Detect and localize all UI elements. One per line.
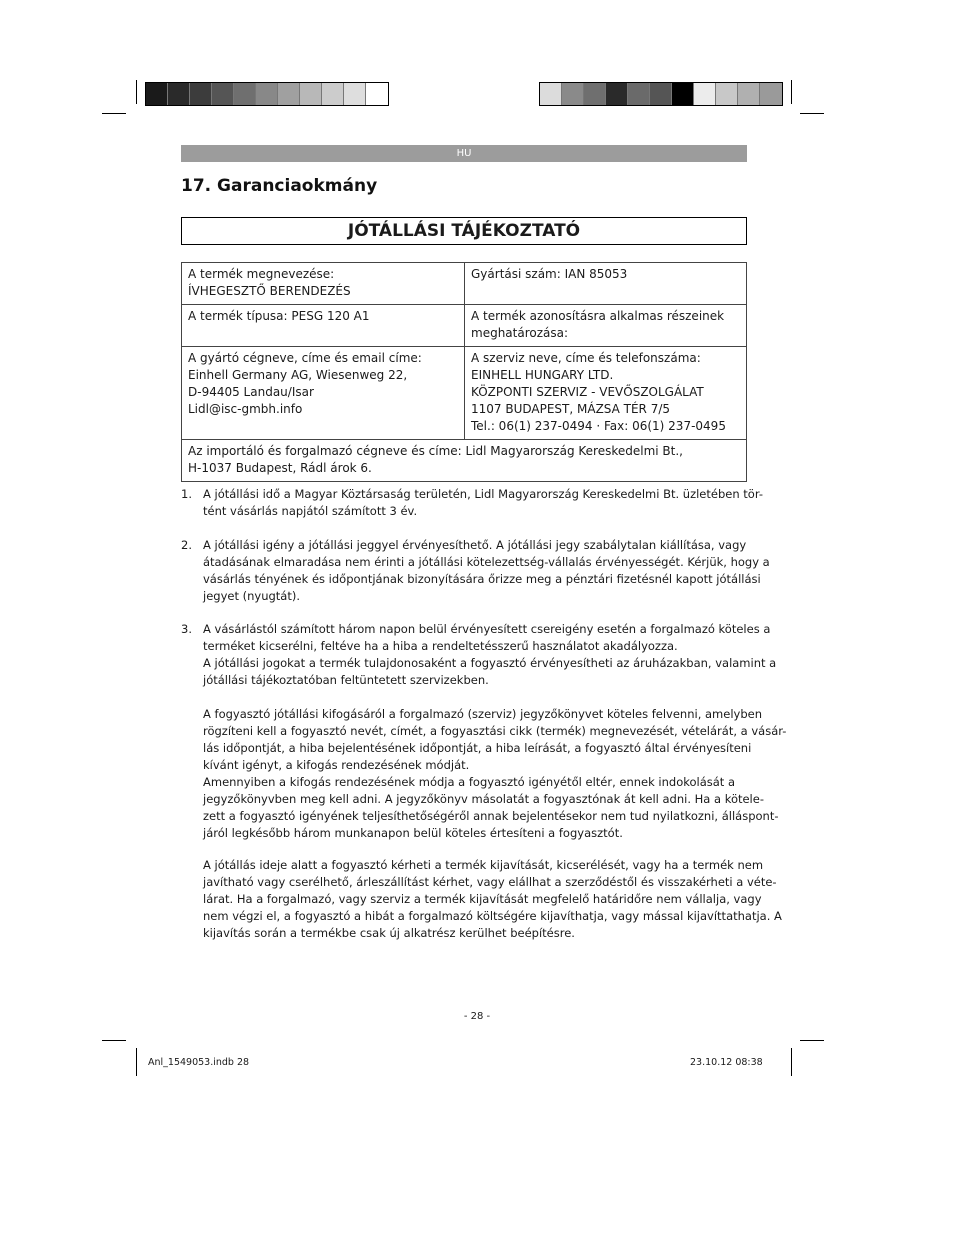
crop-mark — [102, 113, 126, 114]
color-swatch — [278, 83, 300, 105]
paragraph: A jótállás ideje alatt a fogyasztó kérheti a termék kijavítását, kicserélését, vagy ha a termék nem javítható vagy cserélhető, árleszállítást kérhet, vagy elállhat a szerződéstől és visszakérheti a véte- lárat. Ha a forgalmazó, vagy szerviz a termék kijavítását megfelelő határidőre nem vállalja, vagy nem végzi el, a fogyasztó a hibát a forgalmazó költségére kijavíthatja, vagy mással kijavíttathatja. A kijavítás során a termékbe csak új alkatrész kerülhet beépítésre. — [203, 858, 782, 940]
color-swatch — [212, 83, 234, 105]
serial-number-cell: Gyártási szám: IAN 85053 — [465, 263, 747, 305]
color-swatch — [650, 83, 672, 105]
color-swatch — [584, 83, 606, 105]
color-bar-left — [145, 82, 389, 106]
product-name-cell: A termék megnevezése: ÍVHEGESZTŐ BERENDEZÉS — [182, 263, 465, 305]
section-title: 17. Garanciaokmány — [181, 176, 378, 196]
color-swatch — [562, 83, 584, 105]
product-info-table — [181, 262, 747, 482]
color-swatch — [322, 83, 344, 105]
color-swatch — [300, 83, 322, 105]
product-type-cell: A termék típusa: PESG 120 A1 — [182, 305, 465, 347]
crop-mark — [136, 1048, 137, 1076]
crop-mark — [791, 80, 792, 104]
language-bar: HU — [181, 145, 747, 162]
service-cell: A szerviz neve, címe és telefonszáma: EINHELL HUNGARY LTD. KÖZPONTI SZERVIZ - VEVŐSZOLGÁLAT 1107 BUDAPEST, MÁZSA TÉR 7/5 Tel.: 06(1) 237-0494 · Fax: 06(1) 237-0495 — [465, 347, 747, 440]
list-number: 2. — [181, 538, 192, 552]
importer-cell: Az importáló és forgalmazó cégneve és címe: Lidl Magyarország Kereskedelmi Bt., H-1037 Budapest, Rádl árok 6. — [182, 440, 747, 482]
crop-mark — [791, 1048, 792, 1076]
color-swatch — [168, 83, 190, 105]
color-swatch — [760, 83, 782, 105]
list-item: A jótállási igény a jótállási jeggyel érvényesíthető. A jótállási jegy szabálytalan kiállítása, vagy átadásának elmaradása nem érinti a jótállási kötelezettség-vállalás érvényességét. Kérjük, hogy a vásárlás tényének és időpontjának bizonyítására őrizze meg a pénztári fizetésnél kapott jótállási jegyet (nyugtát). — [203, 538, 770, 603]
list-number: 3. — [181, 622, 192, 636]
color-swatch — [190, 83, 212, 105]
crop-mark — [102, 1040, 126, 1041]
identification-cell: A termék azonosításra alkalmas részeinek meghatározása: — [465, 305, 747, 347]
color-swatch — [234, 83, 256, 105]
color-swatch — [344, 83, 366, 105]
list-item: A jótállási idő a Magyar Köztársaság területén, Lidl Magyarország Kereskedelmi Bt. üzletében tör- tént vásárlás napjától számított 3 év. — [203, 487, 763, 518]
list-number: 1. — [181, 487, 192, 501]
color-swatch — [256, 83, 278, 105]
footer-file-name: Anl_1549053.indb 28 — [148, 1057, 250, 1068]
color-bar-right — [539, 82, 783, 106]
document-title: JÓTÁLLÁSI TÁJÉKOZTATÓ — [181, 217, 747, 245]
color-swatch — [540, 83, 562, 105]
paragraph: A fogyasztó jótállási kifogásáról a forgalmazó (szerviz) jegyzőkönyvet köteles felvenni, amelyben rögzíteni kell a fogyasztó nevét, címét, a fogyasztási cikk (termék) megnevezését, vételárát, a vásár- lás időpontját, a hiba bejelentésének időpontját, a hiba leírását, a fogyasztó által érvényesíteni kívánt igényt, a kifogás rendezésének módját. Amennyiben a kifogás rendezésének módja a fogyasztó igényétől eltér, ennek indokolását a jegyzőkönyvben meg kell adni. A jegyzőkönyv másolatát a fogyasztónak át kell adni. Ha a kötele- zett a fogyasztó igényének teljesíthetőségéről annak bejelentésekor nem tud nyilatkozni, álláspont- járól legkésőbb három munkanapon belül köteles értesíteni a fogyasztót. — [203, 707, 787, 840]
color-swatch — [694, 83, 716, 105]
crop-mark — [800, 113, 824, 114]
color-swatch — [738, 83, 760, 105]
color-swatch — [628, 83, 650, 105]
page-number: - 28 - — [463, 1011, 491, 1022]
color-swatch — [366, 83, 388, 105]
color-swatch — [606, 83, 628, 105]
list-item: A vásárlástól számított három napon belül érvényesített csereigény esetén a forgalmazó köteles a terméket kicserélni, feltéve ha a hiba a rendeltetésszerű használatot akadályozza. A jótállási jogokat a termék tulajdonosaként a fogyasztó érvényesítheti az áruházakban, valamint a jótállási tájékoztatóban feltüntetett szervizekben. — [203, 622, 777, 687]
manufacturer-cell: A gyártó cégneve, címe és email címe: Einhell Germany AG, Wiesenweg 22, D-94405 Landau/Isar Lidl@isc-gmbh.info — [182, 347, 465, 440]
crop-mark — [800, 1040, 824, 1041]
footer-timestamp: 23.10.12 08:38 — [690, 1057, 763, 1068]
color-swatch — [716, 83, 738, 105]
color-swatch — [146, 83, 168, 105]
crop-mark — [136, 80, 137, 104]
color-swatch — [672, 83, 694, 105]
